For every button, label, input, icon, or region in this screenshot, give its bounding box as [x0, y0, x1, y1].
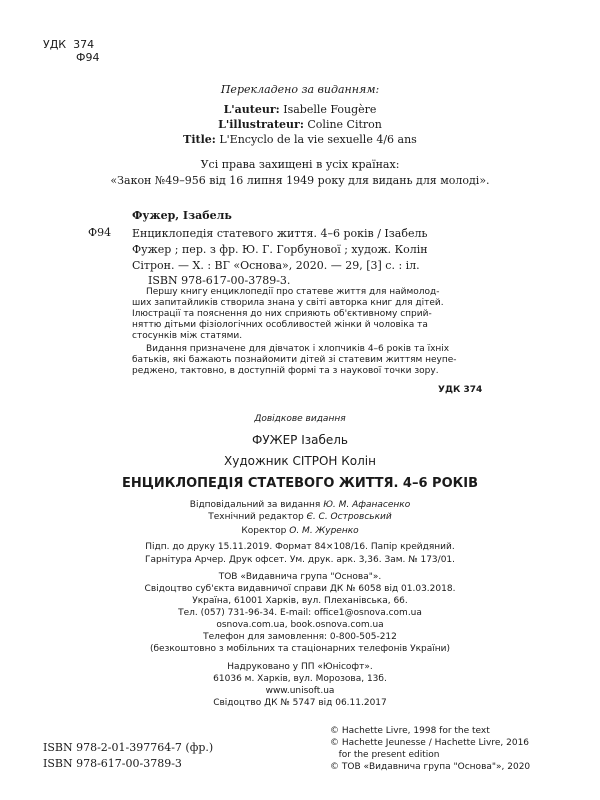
rights-line-2: «Закон №49–956 від 16 липня 1949 року для видань для молоді».	[110, 174, 490, 187]
staff-editor: Відповідальний за видання Ю. М. Афанасенко	[189, 500, 411, 510]
staff-proofreader: Коректор О. М. Журенко	[241, 526, 359, 536]
catalog-description: Енциклопедія статевого життя. 4–6 років / Ізабель Фужер ; пер. з фр. Ю. Г. Горбунової ; худож. Колін Сітрон. — Х. : ВГ «Основа», 2020. — 29, [3] с. : іл.	[132, 227, 428, 272]
printer-line-4: Свідоцтво ДК № 5747 від 06.11.2017	[213, 698, 387, 708]
isbn-french: ISBN 978-2-01-397764-7 (фр.)	[43, 741, 214, 754]
publisher-line-3: Україна, 61001 Харків, вул. Плеханівська, 66.	[192, 596, 408, 606]
publisher-line-1: ТОВ «Видавнича група "Основа"».	[218, 572, 382, 582]
printer-line-1: Надруковано у ПП «Юнісофт».	[227, 662, 373, 672]
udk-cutter: Ф94	[76, 51, 100, 64]
catalog-cutter: Ф94	[88, 226, 112, 239]
isbn-ukrainian: ISBN 978-617-00-3789-3	[43, 757, 182, 770]
copyright-line-4: © ТОВ «Видавнича група "Основа"», 2020	[330, 762, 531, 772]
udk-label: УДК	[43, 38, 67, 51]
catalog-author: Фужер, Ізабель	[132, 209, 232, 222]
imprint-title: ЕНЦИКЛОПЕДІЯ СТАТЕВОГО ЖИТТЯ. 4–6 РОКІВ	[122, 476, 478, 491]
rights-line-1: Усі права захищені в усіх країнах:	[200, 158, 400, 171]
translation-heading: Перекладено за виданням:	[220, 83, 380, 96]
imprint-artist: Художник СІТРОН Колін	[224, 454, 376, 468]
edition-type: Довідкове видання	[254, 414, 346, 424]
publisher-line-5: osnova.com.ua, book.osnova.com.ua	[216, 620, 384, 630]
catalog-annotation-2: Видання призначене для дівчаток і хлопчиків 4–6 років та їхніх батьків, які бажають познайомити дітей зі статевим життям неупе- реджено, тактовно, в доступній формі та з наукової точки зору.	[132, 344, 457, 376]
translation-illustrator: L'illustrateur: Coline Citron	[218, 118, 382, 131]
staff-tech-editor: Технічний редактор Є. С. Островський	[208, 512, 392, 522]
catalog-annotation-1: Першу книгу енциклопедії про статеве життя для наймолод- ших запитайликів створила знана у світі авторка книг для дітей. Ілюстрації та пояснення до них сприяють об'єктивному сприй- няттю дітьми фізіологічних особливостей жінки й чоловіка та стосунків між статями.	[132, 287, 444, 341]
copyright-line-2: © Hachette Jeunesse / Hachette Livre, 2016	[330, 738, 530, 748]
copyright-line-3: for the present edition	[330, 750, 440, 760]
copyright-block	[330, 725, 530, 773]
print-line-1: Підп. до друку 15.11.2019. Формат 84×108/16. Папір крейдяний.	[145, 542, 455, 552]
print-line-2: Гарнітура Арчер. Друк офсет. Ум. друк. арк. 3,36. Зам. № 173/01.	[144, 555, 456, 565]
isbn-block	[43, 740, 213, 772]
catalog-udk-bottom: УДК 374	[438, 385, 483, 395]
imprint-author: ФУЖЕР Ізабель	[252, 433, 348, 447]
copyright-line-1: © Hachette Livre, 1998 for the text	[330, 726, 490, 736]
publisher-line-4: Тел. (057) 731-96-34. E-mail: office1@osnova.com.ua	[178, 608, 422, 618]
udk-code: 374	[73, 38, 95, 51]
udk-block	[43, 38, 99, 64]
publisher-line-6: Телефон для замовлення: 0-800-505-212	[203, 632, 397, 642]
printer-line-3: www.unisoft.ua	[265, 686, 335, 696]
translation-title: Title: L'Encyclo de la vie sexuelle 4/6 ans	[183, 133, 417, 146]
translation-author: L'auteur: Isabelle Fougère	[223, 103, 377, 116]
printer-line-2: 61036 м. Харків, вул. Морозова, 13б.	[213, 674, 387, 684]
catalog-isbn: ISBN 978-617-00-3789-3.	[148, 274, 291, 287]
publisher-line-7: (безкоштовно з мобільних та стаціонарних телефонів України)	[149, 644, 451, 654]
publisher-line-2: Свідоцтво суб'єкта видавничої справи ДК № 6058 від 01.03.2018.	[144, 584, 456, 594]
